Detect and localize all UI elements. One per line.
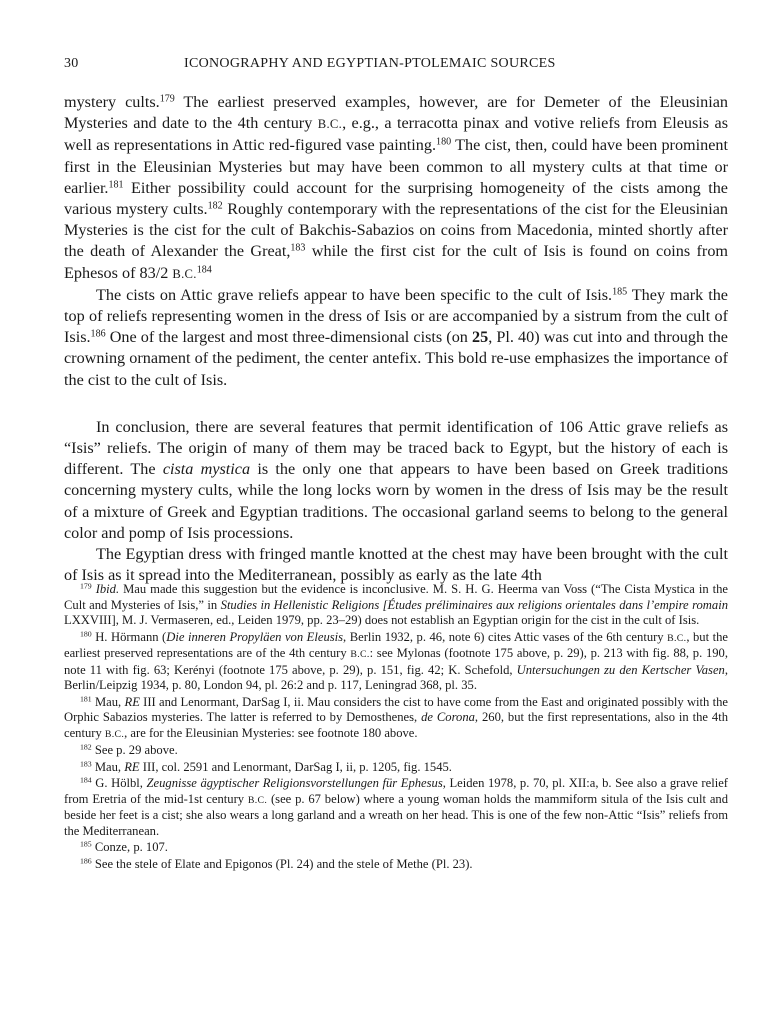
footnote-185: $^{185}$ Conze, p. 107. xyxy=(80,839,168,854)
footnote-180: $^{180}$ H. Hörmann (Die inneren Propyläen von Eleusis, Berlin 1932, p. 46, note 6) cites Attic vases of the 6th century B.C., but the earliest preserved representations are of the 4th century B.C.: see Mylonas (footnote 175 above, p. 29), p. 213 with fig. 88, p. 190, note 11 with fig. 63; Kerényi (footnote 175 above, p. 29), p. 151, fig. 42; K. Schefold, Untersuchungen zu den Kertscher Vasen, Berlin/Leipzig 1934, p. 80, London 94, pl. 26:2 and p. 117, Leningrad 368, pl. 35. xyxy=(64,629,728,692)
section-spacer xyxy=(64,391,728,417)
paragraph: mystery cults.$^{179}$ The earliest preserved examples, however, are for Demeter of the Eleusinian Mysteries and date to the 4th century B.C., e.g., a terracotta pinax and votive reliefs from Eleusis as well as representations in Attic red-figured vase painting.$^{180}$ The cist, then, could have been prominent first in the Eleusinian Mysteries but may have been common to all mystery cults at that time or earlier.$^{181}$ Either possibility could account for the surprising homogeneity of the cists among the various mystery cults.$^{182}$ Roughly contemporary with the representations of the cist for the Eleusinian Mysteries is the cist for the cult of Bakchis-Sabazios on coins from Macedonia, minted shortly after the death of Alexander the Great,$^{183}$ while the first cist for the cult of Isis is found on coins from Ephesos of 83/2 B.C.$^{184}$ xyxy=(64,93,728,282)
footnote-181: $^{181}$ Mau, RE III and Lenormant, DarSag I, ii. Mau considers the cist to have come from the East and originated possibly with the Orphic Sabazios mysteries. The latter is referred to by Demosthenes, de Corona, 260, but the first representations, also in the 4th century B.C., are for the Eleusinian Mysteries: see footnote 180 above. xyxy=(64,694,728,740)
footnote-186: $^{186}$ See the stele of Elate and Epigonos (Pl. 24) and the stele of Methe (Pl. 23). xyxy=(80,856,473,871)
footnote-ref[interactable]: 186 xyxy=(90,328,106,340)
footnote-ref[interactable]: 183 xyxy=(290,242,306,254)
main-text xyxy=(64,92,728,586)
page-number: 30 xyxy=(64,56,79,71)
running-title: ICONOGRAPHY AND EGYPTIAN-PTOLEMAIC SOURCES xyxy=(184,56,556,71)
footnote-183: $^{183}$ Mau, RE III, col. 2591 and Lenormant, DarSag I, ii, p. 1205, fig. 1545. xyxy=(80,759,452,774)
paragraph: The cists on Attic grave reliefs appear to have been specific to the cult of Isis.$^{185}$ They mark the top of reliefs representing women in the dress of Isis or are accompanied by a sistrum from the cult of Isis.$^{186}$ One of the largest and most three-dimensional cists (on 25, Pl. 40) was cut into and through the crowning ornament of the pediment, the center antefix. This bold re-use emphasizes the importance of the cist to the cult of Isis. xyxy=(64,285,728,389)
paragraph: In conclusion, there are several features that permit identification of 106 Attic grave reliefs as “Isis” reliefs. The origin of many of them may be traced back to Egypt, but the history of each is different. The cista mystica is the only one that appears to have been based on Greek traditions concerning mystery cults, while the long locks worn by women in the dress of Isis may be the result of a mixture of Greek and Egyptian traditions. The occasional garland seems to belong to the general color and pomp of Isis processions. xyxy=(64,417,728,542)
footnote-ref[interactable]: 179 xyxy=(159,93,175,105)
footnotes xyxy=(64,582,728,873)
footnote-ref[interactable]: 180 xyxy=(436,136,452,148)
footnote-179: $^{179}$ Ibid. Mau made this suggestion but the evidence is inconclusive. M. S. H. G. Heerma van Voss (“The Cista Mystica in the Cult and Mysteries of Isis,” in Studies in Hellenistic Religions [Études préliminaires aux religions orientales dans l’empire romain LXXVIII], M. J. Vermaseren, ed., Leiden 1979, pp. 23–29) does not establish an Egyptian origin for the cist in the cult of Isis. xyxy=(64,581,728,627)
footnote-ref[interactable]: 182 xyxy=(207,200,223,212)
footnote-ref[interactable]: 185 xyxy=(612,286,628,298)
footnote-184: $^{184}$ G. Hölbl, Zeugnisse ägyptischer Religionsvorstellungen für Ephesus, Leiden 1978, p. 70, pl. XII:a, b. See also a grave relief from Eretria of the mid-1st century B.C. (see p. 67 below) where a young woman holds the mammiform situla of the Isis cult and beside her feet is a cist; she also wears a long garland and a wreath on her head. This is one of the few non-Attic “Isis” reliefs from the Mediterranean. xyxy=(64,775,729,838)
footnote-ref[interactable]: 184 xyxy=(196,264,212,276)
paragraph: The Egyptian dress with fringed mantle knotted at the chest may have been brought with the cult of Isis as it spread into the Mediterranean, possibly as early as the late 4th xyxy=(64,545,728,585)
footnote-182: $^{182}$ See p. 29 above. xyxy=(80,742,178,757)
catalogue-number: 25 xyxy=(472,328,489,347)
footnote-ref[interactable]: 181 xyxy=(108,179,124,191)
